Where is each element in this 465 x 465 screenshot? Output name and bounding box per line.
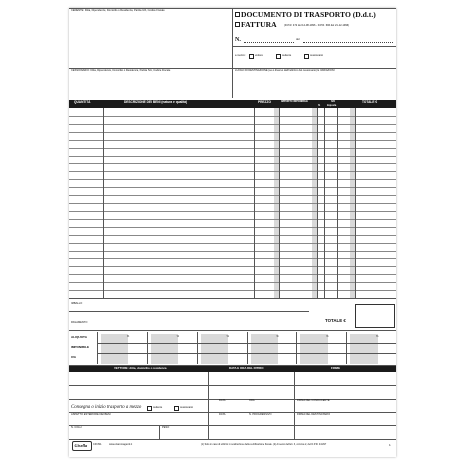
- table-col-line: [337, 108, 338, 298]
- recipient-signature-label: FIRMA DEL DESTINATARIO: [297, 413, 331, 416]
- doc-type-ddt-checkbox[interactable]: [235, 12, 240, 17]
- start-cedente-checkbox[interactable]: [147, 406, 152, 411]
- pickup-col-label: DATA E ORA DEL RITIRO: [229, 366, 264, 370]
- date-field[interactable]: [303, 42, 393, 43]
- vat-pct-mark: %: [326, 335, 329, 338]
- vat-shade-cell: [151, 334, 178, 364]
- transport-start-text: Consegna o inizio trasporto a mezzo: [71, 405, 142, 410]
- transport-cessionario-checkbox[interactable]: [304, 54, 309, 59]
- imponibile-label: IMPONIBILE: [71, 345, 90, 349]
- vat-pct-mark: %: [126, 335, 130, 338]
- doc-title-ddt: DOCUMENTO DI TRASPORTO (D.d.t.): [241, 10, 376, 19]
- law-reference: (D.P.R. 472 del 14-08-1996 - D.P.R. 696 del 21-12-1996): [284, 24, 350, 27]
- time-small-1: ORA: [249, 399, 255, 402]
- aliquota-label: ALIQUOTA: [71, 335, 87, 339]
- doc-type-invoice-checkbox[interactable]: [235, 22, 240, 27]
- vat-pct-mark: %: [176, 335, 179, 338]
- col-iva-head: IVA: [331, 99, 336, 103]
- col-price: PREZZO: [258, 100, 271, 104]
- date-small-2: DATA: [219, 413, 226, 416]
- weight-label: PESO: [162, 426, 170, 429]
- table-col-line: [279, 108, 280, 298]
- table-col-line: [324, 108, 325, 298]
- col-total: TOTALE €: [362, 100, 378, 104]
- recipient-label: CESSIONARIO: Ditta, Dipendenze, Domicilio o Residenza, Partita IVA, Codice Fiscale: [71, 69, 171, 72]
- vat-pct-mark: %: [376, 335, 379, 338]
- vat-pct-mark: %: [226, 335, 229, 338]
- bottom-note: (1) Solo in caso di utilizzo in sostituzione della certificazione fiscale. (2) Ai sensi dell'art. 3, comma 2, del D.P.R. 441/97: [201, 443, 327, 446]
- date-small-1: DATA: [219, 399, 226, 402]
- vat-shade-cell: [201, 334, 228, 364]
- number-label: N.: [235, 37, 241, 43]
- iva-label: IVA: [71, 355, 76, 359]
- goods-appearance-label: ASPETTO ESTERIORE DEI BENI: [71, 413, 111, 416]
- vat-summary-grid[interactable]: [97, 332, 396, 364]
- doc-title-invoice: FATTURA: [241, 20, 277, 29]
- vat-shade-cell: [251, 334, 278, 364]
- brand-logo: [72, 441, 92, 451]
- document-sheet: [69, 8, 396, 457]
- website: www.ciaromagenti.it: [109, 443, 133, 446]
- sender-label: CEDENTE: Ditta, Dipendenze, Domicilio o Residenza, Partita IVA, Codice Fiscale: [71, 9, 165, 12]
- col-iva-pct: %: [318, 103, 321, 107]
- total-amount-box[interactable]: [355, 304, 395, 328]
- start-cessionario-label: cessionario: [180, 406, 194, 409]
- product-code: CR 811: [93, 443, 102, 446]
- destination-label: LUOGO DI DESTINAZIONE (se è diverso dall'indirizzo del cessionario) E VARIAZIONI: [235, 69, 335, 72]
- col-description: DESCRIZIONE DEI BENI (natura e qualità): [124, 100, 188, 104]
- table-col-line: [317, 108, 318, 298]
- pagamento-label: PAGAMENTO: [71, 321, 88, 324]
- col-imponibile: IMPORTO IMPONIBILE: [281, 99, 308, 103]
- page-mark: 1: [389, 443, 391, 447]
- packages-count-label: N. COLLI: [71, 426, 82, 429]
- vat-shade-cell: [300, 334, 327, 364]
- items-table-header: [69, 100, 396, 108]
- items-table-body[interactable]: [69, 108, 396, 298]
- table-col-line: [103, 108, 104, 298]
- vat-shade-cell: [350, 334, 377, 364]
- signatures-col-label: FIRME: [331, 366, 340, 370]
- table-col-line: [254, 108, 255, 298]
- imballo-label: IMBALLO: [71, 302, 83, 305]
- table-col-line: [355, 108, 356, 298]
- col-quantity: QUANTITÀ: [74, 100, 91, 104]
- transport-label: a mezzo:: [235, 54, 246, 57]
- start-cessionario-checkbox[interactable]: [174, 406, 179, 411]
- transport-cessionario-label: cessionario: [310, 54, 324, 57]
- date-label: del: [296, 38, 300, 41]
- vat-pct-mark: %: [276, 335, 279, 338]
- carrier-col-label: VETTORE: ditta, domicilio o residenza: [114, 366, 167, 370]
- start-cedente-label: cedente: [153, 406, 163, 409]
- col-iva-tax: Imposta: [327, 103, 337, 107]
- total-label: TOTALE €: [325, 318, 346, 323]
- progressive-label: N. PROGRESSIVO: [249, 413, 272, 416]
- transport-cedente-checkbox[interactable]: [276, 54, 281, 59]
- number-field[interactable]: [244, 42, 294, 43]
- brand-name: Gisella: [74, 442, 88, 448]
- carrier-header: [69, 366, 396, 372]
- driver-signature-label: FIRMA DEL CONDUCENTE: [297, 399, 330, 402]
- transport-vettore-checkbox[interactable]: [249, 54, 254, 59]
- transport-cedente-label: cedente: [282, 54, 292, 57]
- vat-shade-cell: [101, 334, 128, 364]
- transport-vettore-label: vettore: [255, 54, 263, 57]
